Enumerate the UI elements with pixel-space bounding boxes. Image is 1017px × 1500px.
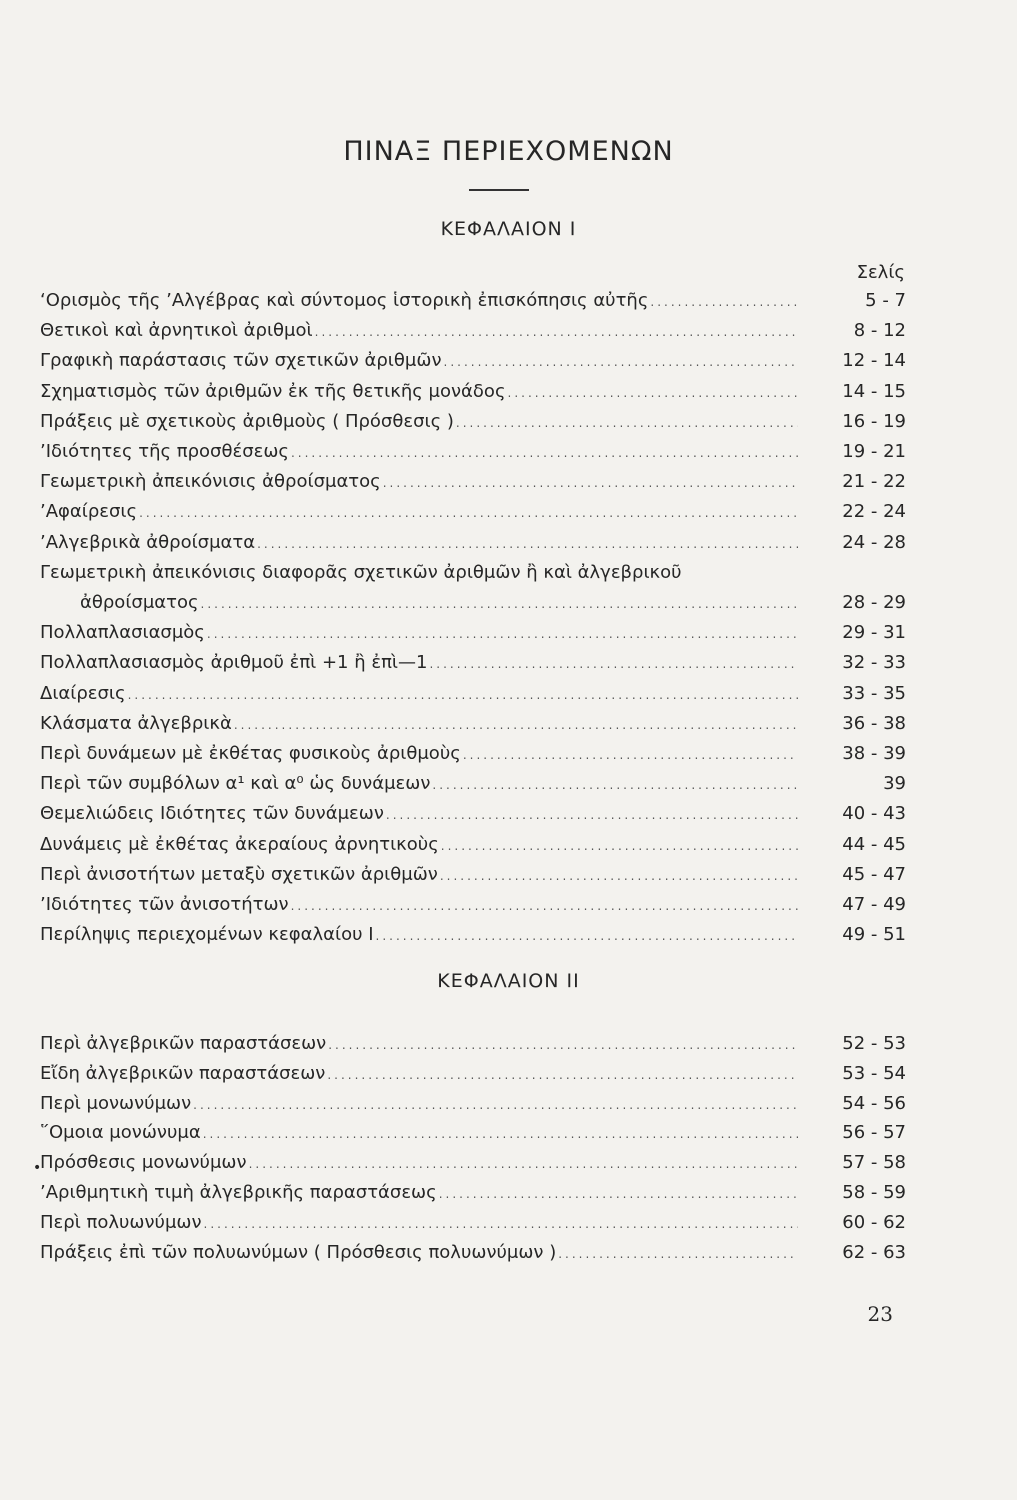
- dot-leader: [441, 835, 798, 857]
- dot-leader: [386, 804, 798, 826]
- toc-entry-pages: 14 - 15: [842, 380, 906, 402]
- toc-entry-pages: 29 - 31: [842, 622, 906, 644]
- toc-entry-pages: 40 - 43: [842, 803, 906, 825]
- toc-entry-title: Θεμελιώδεις Ιδιότητες τῶν δυνάμεων: [40, 803, 384, 825]
- toc-entry-title: Πολλαπλασιασμὸς: [40, 622, 205, 644]
- page-title: ΠΙΝΑΞ ΠΕΡΙΕΧΟΜΕΝΩΝ: [343, 136, 674, 167]
- page-number: 23: [867, 1302, 893, 1326]
- toc-entry-pages: 57 - 58: [842, 1152, 906, 1174]
- toc-entry-pages: 47 - 49: [842, 894, 906, 915]
- toc-entry-pages: 22 - 24: [842, 501, 906, 523]
- dot-leader: [432, 774, 798, 796]
- toc-entry-pages: 53 - 54: [842, 1062, 906, 1084]
- dot-leader: [558, 1243, 798, 1265]
- pages-column-label: Σελίς: [856, 262, 905, 283]
- dot-leader: [257, 533, 798, 555]
- dot-leader: [383, 472, 798, 494]
- dot-leader: [376, 925, 798, 947]
- toc-entry: [40, 376, 906, 404]
- toc-entry-pages: 49 - 51: [842, 924, 906, 946]
- toc-entry: [40, 1237, 906, 1265]
- toc-entry-pages: 12 - 14: [842, 350, 906, 372]
- toc-entry: [40, 798, 906, 826]
- dot-leader: [684, 563, 798, 585]
- chapter-heading-2: ΚΕΦΑΛΑΙΟΝ ΙΙ: [437, 970, 580, 992]
- toc-entry-title: Δυνάμεις μὲ ἐκθέτας ἀκεραίους ἀρνητικοὺς: [40, 833, 439, 855]
- toc-entry-pages: 39: [883, 773, 906, 795]
- toc-entry-title: ’Ιδιότητες τῶν ἀνισοτήτων: [40, 894, 289, 915]
- dot-leader: [440, 865, 798, 887]
- toc-entry-title: Περὶ ἀνισοτήτων μεταξὺ σχετικῶν ἀριθμῶν: [40, 863, 438, 885]
- toc-entry-pages: 36 - 38: [842, 712, 906, 734]
- toc-entry: [40, 708, 906, 736]
- dot-leader: [327, 1064, 798, 1086]
- toc-entry: [40, 859, 906, 887]
- toc-entry-title: Γεωμετρικὴ ἀπεικόνισις διαφορᾶς σχετικῶν ἀριθμῶν ἢ καὶ ἀλγεβρικοῦ: [40, 561, 682, 583]
- toc-entry: [40, 345, 906, 373]
- toc-entry-pages: 45 - 47: [842, 863, 906, 885]
- toc-entry: [40, 557, 906, 585]
- toc-entry-title: Σχηματισμὸς τῶν ἀριθμῶν ἐκ τῆς θετικῆς μονάδος: [40, 380, 506, 402]
- chapter-heading-1: ΚΕΦΑΛΑΙΟΝ Ι: [440, 218, 577, 240]
- toc-entry-title: Περὶ πολυωνύμων: [40, 1211, 202, 1233]
- dot-leader: [193, 1094, 798, 1116]
- toc-entry-pages: 16 - 19: [842, 410, 906, 432]
- dot-leader: [463, 744, 798, 766]
- toc-entry: [40, 1147, 906, 1175]
- toc-entry-title: Περὶ δυνάμεων μὲ ἐκθέτας φυσικοὺς ἀριθμοὺς: [40, 743, 461, 764]
- dot-leader: [291, 442, 798, 464]
- toc-entry-title: Πρόσθεσις μονωνύμων: [40, 1152, 247, 1174]
- ink-dot: •: [33, 1160, 42, 1176]
- toc-entry-title: Κλάσματα ἀλγεβρικὰ: [40, 712, 232, 734]
- toc-entry-title: Περὶ μονωνύμων: [40, 1092, 192, 1114]
- toc-entry: [40, 738, 906, 766]
- toc-entry-title: Θετικοὶ καὶ ἀρνητικοὶ ἀριθμοὶ: [40, 320, 313, 342]
- dot-leader: [207, 623, 798, 645]
- dot-leader: [249, 1153, 798, 1175]
- toc-entry: [40, 466, 906, 494]
- toc-entry-pages: 8 - 12: [853, 320, 906, 342]
- toc-entry: [40, 1207, 906, 1235]
- toc-entry-title: Πράξεις μὲ σχετικοὺς ἀριθμοὺς ( Πρόσθεσις ): [40, 410, 454, 432]
- toc-entry: [40, 1088, 906, 1116]
- toc-entry-title: Περὶ ἀλγεβρικῶν παραστάσεων: [40, 1033, 327, 1054]
- toc-entry-title: Γεωμετρικὴ ἀπεικόνισις ἀθροίσματος: [40, 471, 381, 493]
- dot-leader: [650, 291, 798, 313]
- dot-leader: [139, 502, 798, 524]
- dot-leader: [456, 412, 798, 434]
- toc-entry: [40, 436, 906, 464]
- toc-entry-title: ’Αριθμητικὴ τιμὴ ἀλγεβρικῆς παραστάσεως: [40, 1182, 437, 1203]
- title-rule: [469, 189, 529, 191]
- dot-leader: [201, 593, 798, 615]
- toc-entry: [40, 617, 906, 645]
- toc-entry-title: Πράξεις ἐπὶ τῶν πολυωνύμων ( Πρόσθεσις πολυωνύμων ): [40, 1241, 557, 1263]
- toc-entry-pages: 28 - 29: [842, 592, 906, 613]
- dot-leader: [508, 382, 798, 404]
- toc-entry-pages: 19 - 21: [842, 441, 906, 462]
- toc-entry: [40, 768, 906, 796]
- dot-leader: [128, 684, 798, 706]
- toc-entry-title: Περίληψις περιεχομένων κεφαλαίου Ι: [40, 924, 374, 946]
- dot-leader: [234, 714, 798, 736]
- toc-entry-pages: 21 - 22: [842, 471, 906, 493]
- dot-leader: [429, 653, 798, 675]
- toc-entry-pages: 32 - 33: [842, 652, 906, 674]
- dot-leader: [203, 1123, 798, 1145]
- toc-entry-pages: 38 - 39: [842, 743, 906, 764]
- toc-entry: [40, 1058, 906, 1086]
- toc-entry-pages: 62 - 63: [842, 1241, 906, 1263]
- toc-entry-pages: 58 - 59: [842, 1182, 906, 1203]
- toc-entry-title: ’Αλγεβρικὰ ἀθροίσματα: [40, 531, 256, 553]
- dot-leader: [291, 895, 798, 917]
- toc-entry: [40, 285, 906, 313]
- toc-entry: [40, 1028, 906, 1056]
- toc-entry-title: Περὶ τῶν συμβόλων α¹ καὶ α⁰ ὡς δυνάμεων: [40, 773, 431, 795]
- toc-entry-title: Εἴδη ἀλγεβρικῶν παραστάσεων: [40, 1062, 326, 1084]
- dot-leader: [439, 1183, 798, 1205]
- toc-entry-title: ῞Ομοια μονώνυμα: [40, 1122, 201, 1144]
- toc-entry-pages: 60 - 62: [842, 1211, 906, 1233]
- dot-leader: [328, 1034, 798, 1056]
- toc-entry-pages: 52 - 53: [842, 1033, 906, 1054]
- toc-entry-pages: 33 - 35: [842, 682, 906, 704]
- dot-leader: [444, 351, 799, 373]
- toc-entry-title: ’Αφαίρεσις: [40, 501, 138, 523]
- toc-entry: [40, 527, 906, 555]
- toc-entry: [40, 1177, 906, 1205]
- toc-entry-pages: 54 - 56: [842, 1092, 906, 1114]
- toc-entry: [40, 406, 906, 434]
- toc-entry-title: ἀθροίσματος: [80, 592, 199, 613]
- toc-entry: [40, 919, 906, 947]
- toc-entry: [40, 829, 906, 857]
- toc-entry-pages: 5 - 7: [865, 290, 906, 311]
- toc-entry-pages: 56 - 57: [842, 1122, 906, 1144]
- toc-entry-pages: 44 - 45: [842, 833, 906, 855]
- toc-entry: [40, 678, 906, 706]
- toc-entry-title: ’Ιδιότητες τῆς προσθέσεως: [40, 441, 289, 462]
- toc-entry: [40, 496, 906, 524]
- toc-entry: [40, 315, 906, 343]
- toc-entry-title: Γραφικὴ παράστασις τῶν σχετικῶν ἀριθμῶν: [40, 350, 442, 372]
- dot-leader: [315, 321, 798, 343]
- toc-entry-continuation: [80, 587, 906, 615]
- toc-entry: [40, 889, 906, 917]
- toc-entry-title: Διαίρεσις: [40, 682, 126, 704]
- toc-entry: [40, 1117, 906, 1145]
- toc-entry-title: Πολλαπλασιασμὸς ἀριθμοῦ ἐπὶ +1 ἢ ἐπὶ—1: [40, 652, 428, 674]
- toc-entry: [40, 647, 906, 675]
- toc-entry-pages: 24 - 28: [842, 531, 906, 553]
- toc-entry-title: ‘Ορισμὸς τῆς ’Αλγέβρας καὶ σύντομος ἱστορικὴ ἐπισκόπησις αὐτῆς: [40, 290, 649, 311]
- dot-leader: [204, 1213, 798, 1235]
